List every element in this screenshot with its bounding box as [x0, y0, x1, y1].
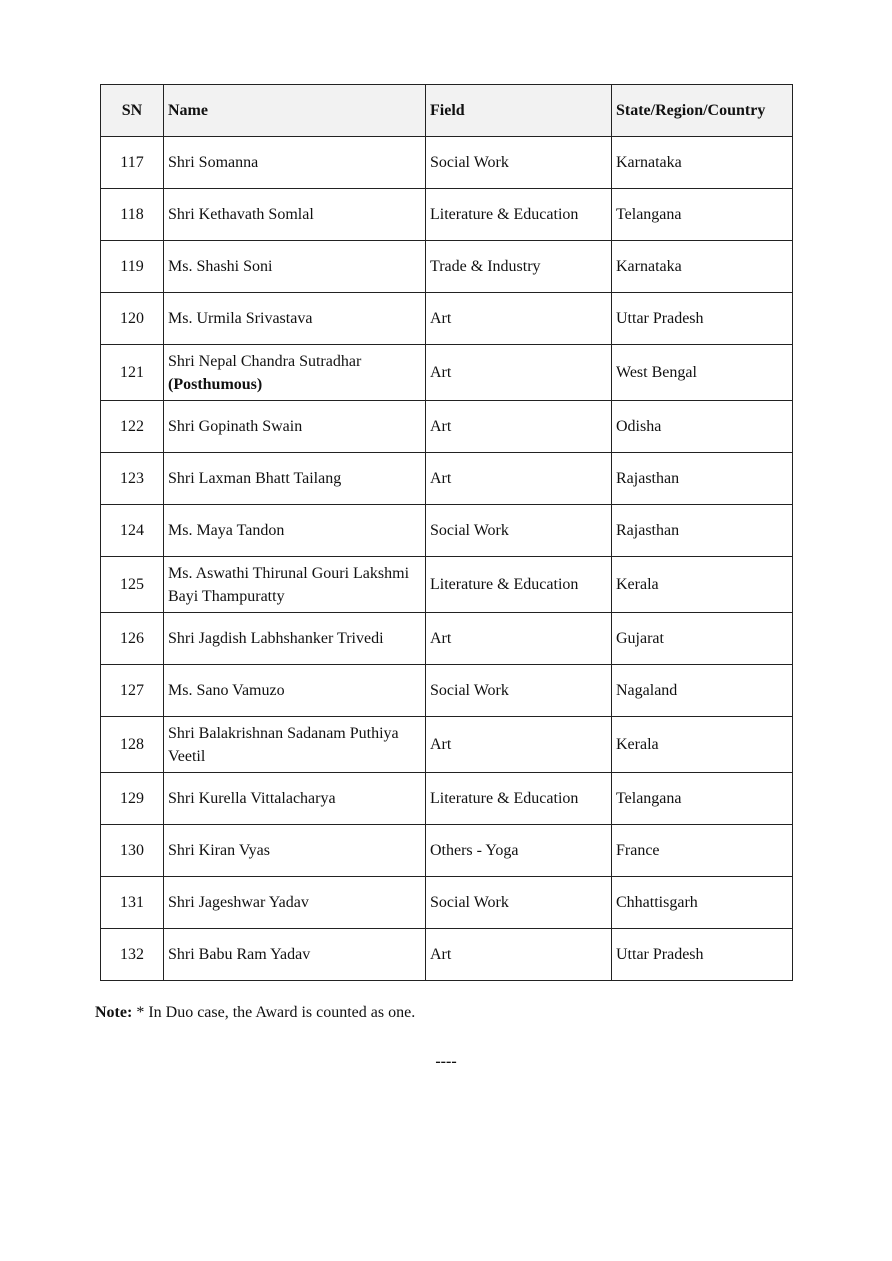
cell-field: Art [426, 345, 612, 401]
cell-sn: 118 [101, 189, 164, 241]
cell-sn: 127 [101, 665, 164, 717]
cell-sn: 132 [101, 929, 164, 981]
cell-field: Social Work [426, 137, 612, 189]
cell-state: Karnataka [612, 137, 793, 189]
cell-sn: 117 [101, 137, 164, 189]
awardee-name: Shri Balakrishnan Sadanam Puthiya Veetil [168, 724, 399, 765]
footnote-text: * In Duo case, the Award is counted as one. [132, 1004, 416, 1021]
cell-sn: 123 [101, 453, 164, 505]
cell-sn: 125 [101, 557, 164, 613]
table-row [101, 613, 793, 665]
cell-name [164, 665, 426, 717]
cell-state: Gujarat [612, 613, 793, 665]
cell-name [164, 345, 426, 401]
cell-state: Kerala [612, 717, 793, 773]
table-row [101, 877, 793, 929]
cell-state: Odisha [612, 401, 793, 453]
cell-field: Social Work [426, 505, 612, 557]
end-mark: ---- [435, 1053, 457, 1070]
cell-sn: 130 [101, 825, 164, 877]
cell-name [164, 877, 426, 929]
cell-field: Literature & Education [426, 773, 612, 825]
cell-state: Chhattisgarh [612, 877, 793, 929]
posthumous-label: (Posthumous) [168, 375, 263, 393]
cell-field: Art [426, 293, 612, 345]
awardee-name: Shri Jagdish Labhshanker Trivedi [168, 630, 384, 647]
cell-field: Art [426, 453, 612, 505]
awardee-name: Shri Babu Ram Yadav [168, 946, 311, 963]
table-row [101, 717, 793, 773]
awardee-name: Ms. Maya Tandon [168, 522, 285, 539]
awardee-name: Shri Kethavath Somlal [168, 206, 314, 223]
cell-state: Karnataka [612, 241, 793, 293]
cell-sn: 120 [101, 293, 164, 345]
cell-name [164, 137, 426, 189]
table-row [101, 241, 793, 293]
header-field: Field [426, 85, 612, 137]
cell-field: Literature & Education [426, 189, 612, 241]
table-row [101, 825, 793, 877]
awardee-name: Ms. Shashi Soni [168, 258, 273, 275]
table-row [101, 453, 793, 505]
table-row [101, 137, 793, 189]
header-row [101, 85, 793, 137]
table-row [101, 345, 793, 401]
cell-field: Others - Yoga [426, 825, 612, 877]
cell-state: Telangana [612, 189, 793, 241]
table-row [101, 401, 793, 453]
footnote [95, 1004, 415, 1022]
cell-name [164, 825, 426, 877]
awardee-name: Shri Somanna [168, 154, 259, 171]
cell-sn: 128 [101, 717, 164, 773]
header-sn: SN [101, 85, 164, 137]
cell-name [164, 929, 426, 981]
cell-field: Social Work [426, 665, 612, 717]
cell-sn: 126 [101, 613, 164, 665]
cell-field: Social Work [426, 877, 612, 929]
cell-name [164, 189, 426, 241]
cell-sn: 121 [101, 345, 164, 401]
cell-sn: 122 [101, 401, 164, 453]
cell-field: Trade & Industry [426, 241, 612, 293]
cell-name [164, 453, 426, 505]
cell-name [164, 401, 426, 453]
cell-state: Uttar Pradesh [612, 293, 793, 345]
awardee-name: Shri Laxman Bhatt Tailang [168, 470, 342, 487]
table-body [101, 137, 793, 981]
header-state: State/Region/Country [612, 85, 793, 137]
cell-state: France [612, 825, 793, 877]
table-row [101, 929, 793, 981]
awardee-name: Ms. Urmila Srivastava [168, 310, 313, 327]
awards-table [100, 84, 793, 981]
awardee-name: Shri Kurella Vittalacharya [168, 790, 336, 807]
cell-name [164, 557, 426, 613]
cell-field: Art [426, 613, 612, 665]
cell-state: West Bengal [612, 345, 793, 401]
awardee-name: Ms. Aswathi Thirunal Gouri Lakshmi Bayi Thampuratty [168, 564, 410, 605]
awardee-name: Shri Kiran Vyas [168, 842, 270, 859]
cell-name [164, 241, 426, 293]
cell-field: Art [426, 401, 612, 453]
table-row [101, 189, 793, 241]
cell-field: Literature & Education [426, 557, 612, 613]
cell-sn: 119 [101, 241, 164, 293]
header-name: Name [164, 85, 426, 137]
table-row [101, 665, 793, 717]
cell-name [164, 293, 426, 345]
awardee-name: Shri Gopinath Swain [168, 418, 303, 435]
cell-state: Uttar Pradesh [612, 929, 793, 981]
cell-sn: 129 [101, 773, 164, 825]
cell-name [164, 613, 426, 665]
table-row [101, 505, 793, 557]
cell-state: Rajasthan [612, 505, 793, 557]
cell-name [164, 505, 426, 557]
cell-sn: 124 [101, 505, 164, 557]
awardee-name: Ms. Sano Vamuzo [168, 682, 285, 699]
footnote-label: Note: [95, 1004, 133, 1021]
cell-state: Telangana [612, 773, 793, 825]
cell-field: Art [426, 717, 612, 773]
cell-state: Nagaland [612, 665, 793, 717]
awardee-name: Shri Jageshwar Yadav [168, 894, 309, 911]
cell-sn: 131 [101, 877, 164, 929]
table-row [101, 557, 793, 613]
cell-state: Rajasthan [612, 453, 793, 505]
awardee-name: Shri Nepal Chandra Sutradhar [168, 352, 362, 370]
cell-state: Kerala [612, 557, 793, 613]
table-row [101, 773, 793, 825]
cell-field: Art [426, 929, 612, 981]
cell-name [164, 717, 426, 773]
cell-name [164, 773, 426, 825]
table-row [101, 293, 793, 345]
